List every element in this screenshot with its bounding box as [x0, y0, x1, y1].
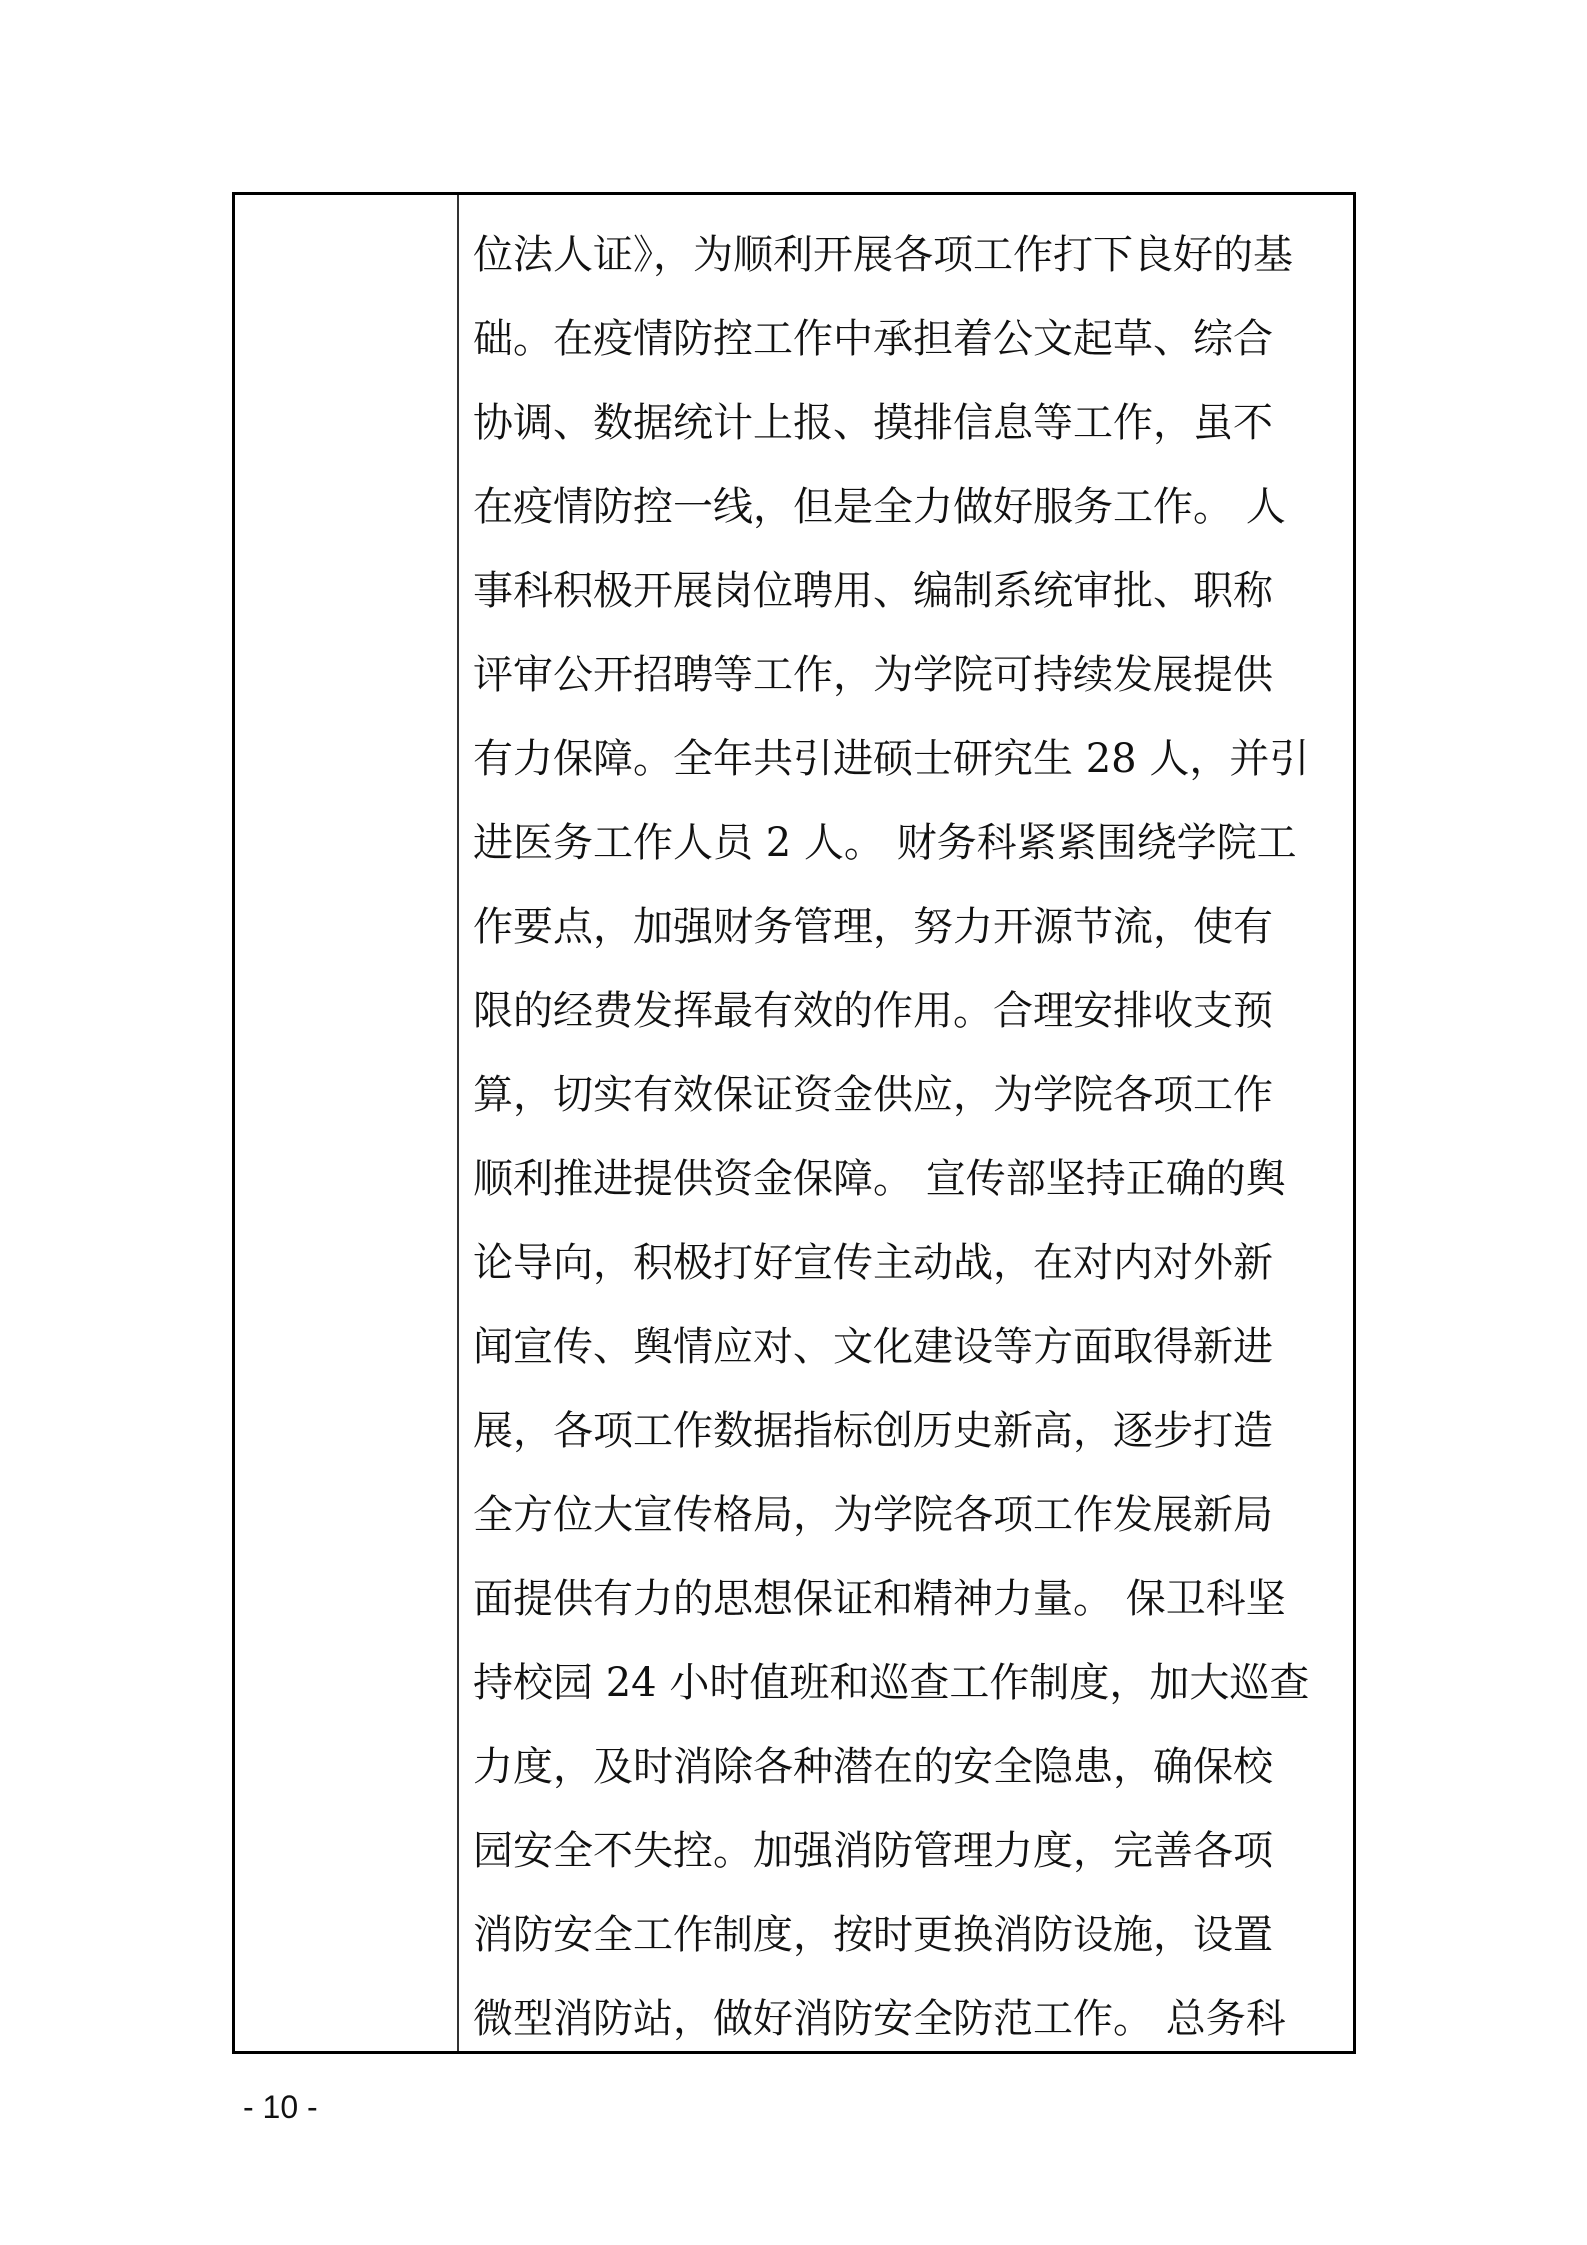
text-line: 全方位大宣传格局，为学院各项工作发展新局: [473, 1492, 1273, 1538]
text-line: 在疫情防控一线，但是全力做好服务工作。 人: [473, 484, 1286, 530]
text-line: 微型消防站，做好消防安全防范工作。 总务科: [473, 1996, 1286, 2042]
text-line: 顺利推进提供资金保障。 宣传部坚持正确的舆: [473, 1156, 1286, 1202]
text-line: 进医务工作人员 2 人。 财务科紧紧围绕学院工: [473, 820, 1297, 866]
text-line: 有力保障。全年共引进硕士研究生 28 人，并引: [473, 736, 1310, 782]
text-line: 展，各项工作数据指标创历史新高，逐步打造: [473, 1408, 1273, 1454]
page-number: - 10 -: [243, 2089, 318, 2125]
content-table: [232, 192, 1356, 2054]
text-line: 园安全不失控。加强消防管理力度，完善各项: [473, 1828, 1273, 1874]
text-line: 础。在疫情防控工作中承担着公文起草、综合: [473, 316, 1273, 362]
text-line: 论导向，积极打好宣传主动战，在对内对外新: [473, 1240, 1273, 1286]
text-line: 面提供有力的思想保证和精神力量。 保卫科坚: [473, 1576, 1286, 1622]
table-left-cell: [235, 195, 459, 2051]
text-line: 持校园 24 小时值班和巡查工作制度，加大巡查: [473, 1660, 1310, 1706]
text-line: 作要点，加强财务管理，努力开源节流，使有: [473, 904, 1273, 950]
text-line: 评审公开招聘等工作，为学院可持续发展提供: [473, 652, 1273, 698]
table-right-cell: [459, 195, 1353, 2051]
text-line: 事科积极开展岗位聘用、编制系统审批、职称: [473, 568, 1273, 614]
paragraph-text: [473, 213, 1353, 2061]
text-line: 闻宣传、舆情应对、文化建设等方面取得新进: [473, 1324, 1273, 1370]
text-line: 力度，及时消除各种潜在的安全隐患，确保校: [473, 1744, 1273, 1790]
text-line: 位法人证》，为顺利开展各项工作打下良好的基: [473, 232, 1293, 278]
text-line: 算，切实有效保证资金供应，为学院各项工作: [473, 1072, 1273, 1118]
text-line: 消防安全工作制度，按时更换消防设施，设置: [473, 1912, 1273, 1958]
text-line: 协调、数据统计上报、摸排信息等工作，虽不: [473, 400, 1273, 446]
text-line: 限的经费发挥最有效的作用。合理安排收支预: [473, 988, 1273, 1034]
